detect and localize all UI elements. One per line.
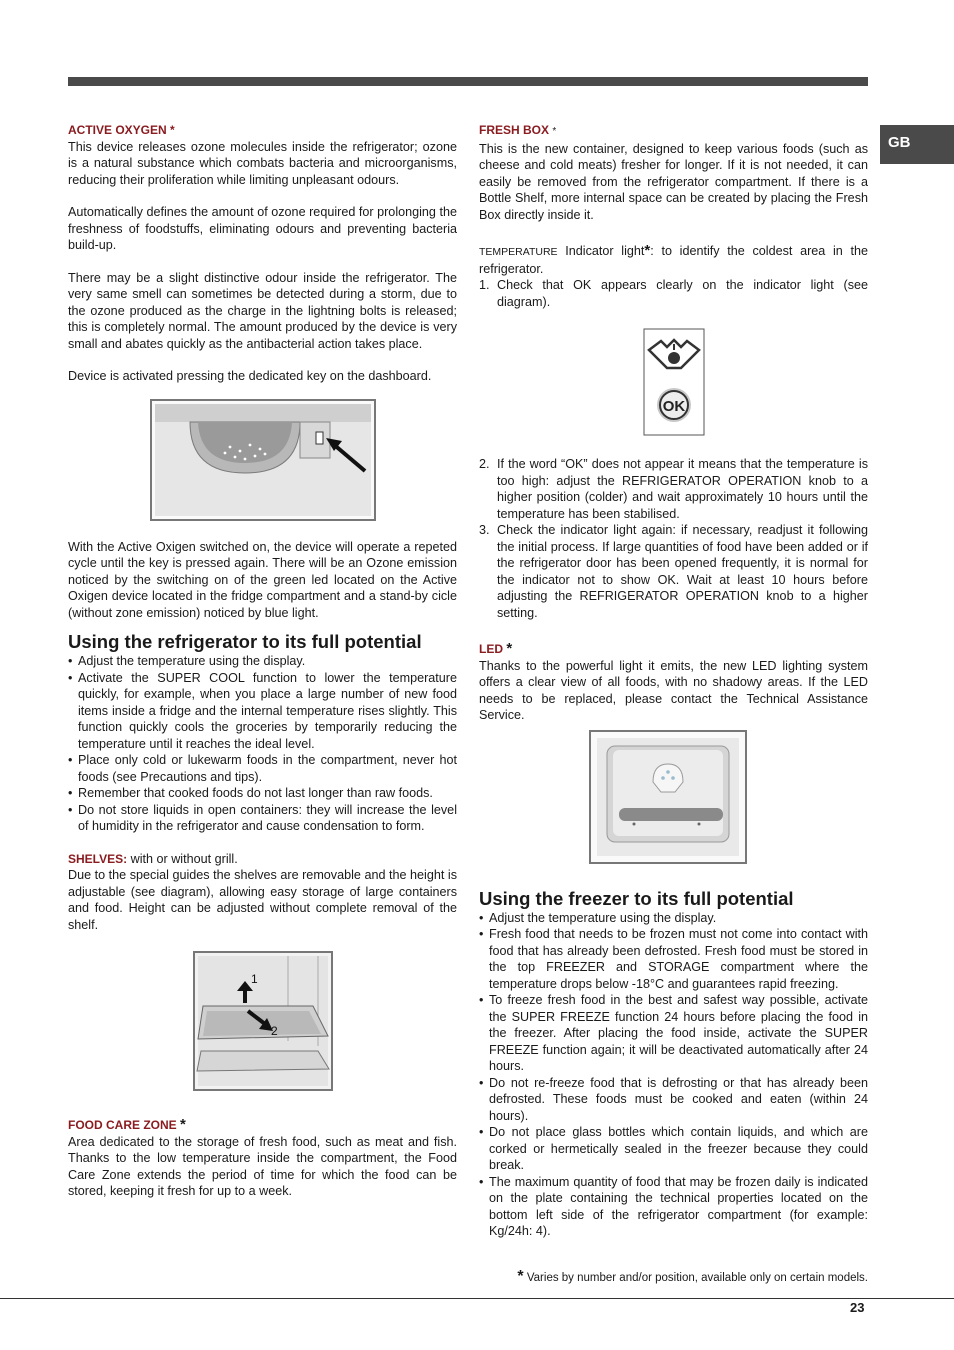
list-item: • To freeze fresh food in the best and safest way possible, activate the SUPER FREEZE function 24 hours before placing the food in the freezer. After placing the food inside, activate the SUPER FREEZE function again; it will be deactivated automatically after 24 hours. bbox=[479, 992, 868, 1075]
temperature-star: * bbox=[644, 242, 651, 259]
temperature-text-a: Indicator light bbox=[565, 244, 645, 258]
step-number: 1. bbox=[479, 278, 490, 292]
active-oxygen-device-image bbox=[150, 399, 376, 521]
fresh-box-text: This is the new container, designed to keep various foods (such as cheese and cold meats) fresher for longer. If it is not needed, it can easily be removed from the refrigerator compartment. If there is a Bottle Shelf, more internal space can be created by placing the Fresh Box directly inside it. bbox=[479, 141, 868, 222]
food-care-heading bbox=[68, 1117, 457, 1134]
led-title: LED bbox=[479, 642, 503, 656]
left-column bbox=[68, 122, 457, 1200]
step-text: Check the indicator light again: if necessary, readjust it following the initial process. If large quantities of food have been added or if the refrigerator door has been opened frequently, it is normal for the indicator not to show OK. Wait at least 10 hours before adjusting the REFRIGERATOR OPERATION knob to a higher setting. bbox=[497, 523, 868, 620]
footnote bbox=[479, 1268, 868, 1286]
shelves-suffix: with or without grill. bbox=[130, 851, 238, 866]
food-care-star: * bbox=[180, 1116, 186, 1133]
shelf-step-2-label: 2 bbox=[270, 1024, 278, 1038]
active-oxygen-p5: With the Active Oxigen switched on, the device will operate a repeted cycle until the key is pressed again. There will be an Ozone emission noticed by the switching on of the green led located on the Active Oxigen device located in the fridge compartment and a stand-by cicle (without zone emission) noticed by blue light. bbox=[68, 539, 457, 620]
list-item bbox=[479, 277, 868, 310]
list-item: • Remember that cooked foods do not last longer than raw foods. bbox=[68, 785, 457, 802]
list-item bbox=[479, 456, 868, 522]
active-oxygen-p3: There may be a slight distinctive odour inside the refrigerator. The very same smell can sometimes be detected during a storm, due to the ozone produced as the charge in the lightning bolts is released; this is completely normal. The amount produced by the device is very small and abates quickly as the antibacterial action takes place. bbox=[68, 270, 457, 351]
list-item: • Fresh food that needs to be frozen must not come into contact with food that has already been defrosted. Fresh food must be stored in the top FREEZER and STORAGE compartment where the temperature drops below -18°C and guarantees rapid freezing. bbox=[479, 926, 868, 992]
list-item: • Do not place glass bottles which contain liquids, and which are corked or hermetically sealed in the freezer because they could break. bbox=[479, 1124, 868, 1174]
header-rule bbox=[68, 77, 868, 86]
temperature-steps-2 bbox=[479, 456, 868, 621]
list-item bbox=[479, 522, 868, 621]
active-oxygen-p2: Automatically defines the amount of ozone required for prolonging the freshness of foodstuffs, eliminating odours and preventing bacteria build-up. bbox=[68, 205, 457, 252]
temperature-text-b: : to identify the coldest area in the refrigerator. bbox=[479, 244, 869, 276]
step-number: 2. bbox=[479, 457, 490, 471]
ok-indicator-label: OK bbox=[662, 398, 685, 415]
step-text: Check that OK appears clearly on the indicator light (see diagram). bbox=[497, 278, 868, 309]
fridge-usage-heading: Using the refrigerator to its full potential bbox=[68, 631, 422, 652]
active-oxygen-p1: This device releases ozone molecules inside the refrigerator; ozone is a natural substance which combats bacteria and microorganisms, reducing their proliferation while limiting unpleasant odours. bbox=[68, 139, 457, 187]
list-item: • Do not store liquids in open containers: they will increase the level of humidity in the refrigerator and cause condensation to form. bbox=[68, 802, 457, 835]
step-number: 3. bbox=[479, 523, 490, 537]
led-text: Thanks to the powerful light it emits, the new LED lighting system offers a clear view of all foods, with no shadowy areas. If the LED needs to be replaced, please contact the Technical Assistance Service. bbox=[479, 658, 868, 722]
temperature-label: TEMPERATURE bbox=[479, 246, 558, 258]
list-item: • Place only cold or lukewarm foods in the compartment, never hot foods (see Precautions and tips). bbox=[68, 752, 457, 785]
shelf-step-1-label: 1 bbox=[250, 972, 258, 986]
active-oxygen-p4: Device is activated pressing the dedicated key on the dashboard. bbox=[68, 369, 432, 383]
footer-rule bbox=[0, 1298, 954, 1299]
temperature-steps-1 bbox=[479, 277, 868, 310]
fresh-box-title: FRESH BOX bbox=[479, 123, 550, 137]
language-tab: GB bbox=[880, 125, 954, 164]
right-column bbox=[479, 122, 868, 1240]
food-care-text: Area dedicated to the storage of fresh food, such as meat and fish. Thanks to the low temperature inside the compartment, the Food Care Zone extends the period of time for which the food can be stored, keeping it fresh for up to a week. bbox=[68, 1134, 457, 1198]
temperature-indicator-image bbox=[643, 328, 705, 436]
active-oxygen-heading: ACTIVE OXYGEN * bbox=[68, 123, 175, 137]
list-item: • Adjust the temperature using the display. bbox=[68, 653, 457, 670]
fresh-box-heading bbox=[479, 122, 868, 141]
list-item: • Adjust the temperature using the display. bbox=[479, 910, 868, 927]
led-star: * bbox=[506, 640, 513, 657]
list-item: • The maximum quantity of food that may be frozen daily is indicated on the plate containing the technical properties located on the bottom left side of the refrigerator compartment (for example: Kg/24h: 4). bbox=[479, 1174, 868, 1240]
shelves-intro bbox=[68, 851, 457, 868]
led-light-image bbox=[589, 730, 747, 864]
step-text: If the word “OK” does not appear it means that the temperature is too high: adjust the REFRIGERATOR OPERATION knob to a higher position (colder) and wait approximately 10 hours until the temperature has been stabilised. bbox=[497, 457, 868, 521]
footnote-star: * bbox=[517, 1268, 524, 1285]
freezer-usage-list bbox=[479, 910, 868, 1240]
shelves-text: Due to the special guides the shelves are removable and the height is adjustable (see diagram), allowing easy storage of large containers and food. Height can be adjusted without complete removal of the shelf. bbox=[68, 868, 457, 932]
shelves-heading: SHELVES: bbox=[68, 851, 128, 866]
food-care-title: FOOD CARE ZONE bbox=[68, 1118, 177, 1132]
list-item: • Activate the SUPER COOL function to lower the temperature quickly, for example, when you place a large number of new food items inside a fridge and the internal temperature rises slightly. This function quickly cools the groceries by temporarily reducing the temperature until it reaches the ideal level. bbox=[68, 670, 457, 753]
freezer-usage-heading: Using the freezer to its full potential bbox=[479, 887, 794, 909]
led-heading bbox=[479, 641, 868, 658]
page-number: 23 bbox=[850, 1300, 865, 1315]
shelf-diagram-image bbox=[193, 951, 333, 1091]
fresh-box-star: * bbox=[552, 126, 557, 137]
list-item: • Do not re-freeze food that is defrosting or that has already been defrosted. These foods must be cooked and eaten (within 24 hours). bbox=[479, 1075, 868, 1125]
footnote-text: Varies by number and/or position, available only on certain models. bbox=[526, 1272, 868, 1284]
fridge-usage-list bbox=[68, 653, 457, 835]
temperature-intro bbox=[479, 243, 868, 277]
